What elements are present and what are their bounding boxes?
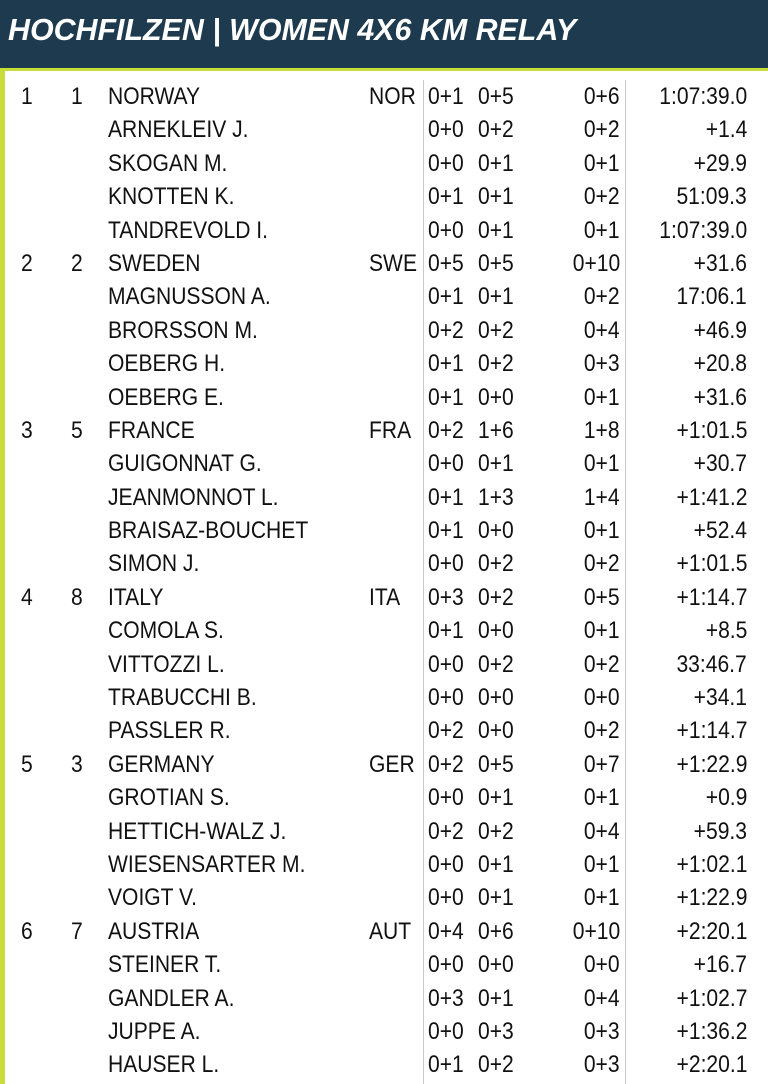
rank-cell: 3 — [21, 416, 33, 444]
athlete-name: TANDREVOLD I. — [108, 216, 269, 244]
result-time: +1.4 — [705, 116, 747, 144]
shooting-total: 0+4 — [584, 316, 620, 344]
shooting-prone: 0+0 — [428, 116, 464, 144]
shooting-standing: 0+5 — [478, 750, 514, 778]
shooting-total: 0+0 — [584, 684, 620, 712]
shooting-standing: 0+0 — [478, 517, 514, 545]
athlete-name: AUSTRIA — [108, 917, 200, 945]
athlete-name: WIESENSARTER M. — [108, 850, 306, 878]
athlete-name: COMOLA S. — [108, 617, 224, 645]
shooting-prone: 0+1 — [428, 83, 464, 110]
shooting-prone: 0+0 — [428, 550, 464, 578]
athlete-name: SIMON J. — [108, 550, 200, 578]
shooting-standing: 0+0 — [478, 951, 514, 979]
nation-code: NOR — [369, 83, 416, 110]
shooting-total: 0+2 — [584, 717, 620, 745]
shooting-total: 0+10 — [572, 249, 620, 277]
athlete-row — [0, 447, 768, 480]
athlete-name: KNOTTEN K. — [108, 183, 235, 211]
athlete-row — [0, 547, 768, 580]
shooting-total: 0+10 — [572, 917, 620, 945]
shooting-standing: 0+2 — [478, 583, 514, 611]
shooting-standing: 0+2 — [478, 1051, 514, 1079]
shooting-standing: 0+1 — [478, 850, 514, 878]
rank-cell: 1 — [21, 83, 33, 110]
shooting-standing: 0+0 — [478, 383, 514, 411]
athlete-name: HAUSER L. — [108, 1051, 220, 1079]
result-time: +1:02.1 — [676, 850, 747, 878]
shooting-total: 0+4 — [584, 817, 620, 845]
result-time: +1:36.2 — [676, 1017, 747, 1045]
shooting-standing: 0+1 — [478, 216, 514, 244]
shooting-prone: 0+2 — [428, 817, 464, 845]
shooting-total: 0+1 — [584, 517, 620, 545]
shooting-total: 0+3 — [584, 1051, 620, 1079]
shooting-total: 0+3 — [584, 1017, 620, 1045]
athlete-name: SKOGAN M. — [108, 149, 228, 177]
rank-cell: 2 — [21, 249, 33, 277]
shooting-total: 0+2 — [584, 183, 620, 211]
result-time: 1:07:39.0 — [659, 83, 747, 110]
athlete-name: NORWAY — [108, 83, 201, 110]
shooting-prone: 0+1 — [428, 617, 464, 645]
athlete-name: PASSLER R. — [108, 717, 231, 745]
shooting-standing: 0+2 — [478, 316, 514, 344]
result-time: +1:22.9 — [676, 884, 747, 912]
team-row — [0, 581, 768, 614]
shooting-standing: 1+3 — [478, 483, 514, 511]
result-time: 17:06.1 — [676, 283, 747, 311]
result-time: +8.5 — [705, 617, 747, 645]
nation-code: SWE — [369, 249, 417, 277]
shooting-prone: 0+0 — [428, 149, 464, 177]
result-time: +20.8 — [693, 350, 747, 378]
shooting-prone: 0+0 — [428, 884, 464, 912]
shooting-total: 0+1 — [584, 617, 620, 645]
shooting-standing: 0+1 — [478, 884, 514, 912]
shooting-total: 0+5 — [584, 583, 620, 611]
athlete-name: GUIGONNAT G. — [108, 450, 262, 478]
athlete-name: JEANMONNOT L. — [108, 483, 279, 511]
result-time: +46.9 — [693, 316, 747, 344]
result-time: +1:01.5 — [676, 550, 747, 578]
athlete-name: STEINER T. — [108, 951, 222, 979]
shooting-prone: 0+0 — [428, 450, 464, 478]
shooting-total: 1+8 — [584, 416, 620, 444]
athlete-name: HETTICH-WALZ J. — [108, 817, 287, 845]
athlete-name: ARNEKLEIV J. — [108, 116, 249, 144]
athlete-row — [0, 381, 768, 414]
shooting-prone: 0+1 — [428, 1051, 464, 1079]
shooting-total: 0+2 — [584, 650, 620, 678]
shooting-prone: 0+4 — [428, 917, 464, 945]
result-time: 33:46.7 — [676, 650, 747, 678]
shooting-total: 0+1 — [584, 450, 620, 478]
shooting-standing: 0+5 — [478, 83, 514, 110]
result-time: +2:20.1 — [676, 917, 747, 945]
result-time: +1:22.9 — [676, 750, 747, 778]
team-row — [0, 915, 768, 948]
nation-code: GER — [369, 750, 415, 778]
result-time: +34.1 — [693, 684, 747, 712]
shooting-standing: 0+1 — [478, 149, 514, 177]
shooting-total: 0+3 — [584, 350, 620, 378]
shooting-total: 0+2 — [584, 116, 620, 144]
athlete-name: MAGNUSSON A. — [108, 283, 271, 311]
result-time: +16.7 — [693, 951, 747, 979]
team-row — [0, 414, 768, 447]
athlete-row — [0, 815, 768, 848]
result-time: +31.6 — [693, 249, 747, 277]
bib-cell: 1 — [71, 83, 83, 110]
shooting-standing: 0+0 — [478, 684, 514, 712]
athlete-row — [0, 881, 768, 914]
result-time: +1:01.5 — [676, 416, 747, 444]
shooting-total: 0+7 — [584, 750, 620, 778]
athlete-name: FRANCE — [108, 416, 195, 444]
shooting-standing: 0+6 — [478, 917, 514, 945]
athlete-name: SWEDEN — [108, 249, 201, 277]
shooting-prone: 0+0 — [428, 850, 464, 878]
page-title: HOCHFILZEN | WOMEN 4X6 KM RELAY — [8, 12, 577, 47]
shooting-total: 0+1 — [584, 149, 620, 177]
team-row — [0, 80, 768, 113]
shooting-total: 0+2 — [584, 283, 620, 311]
bib-cell: 8 — [71, 583, 83, 611]
nation-code: ITA — [369, 583, 401, 611]
shooting-standing: 0+2 — [478, 650, 514, 678]
athlete-row — [0, 214, 768, 247]
athlete-row — [0, 848, 768, 881]
athlete-name: GANDLER A. — [108, 984, 235, 1012]
shooting-total: 0+1 — [584, 884, 620, 912]
athlete-name: JUPPE A. — [108, 1017, 201, 1045]
shooting-total: 0+2 — [584, 550, 620, 578]
athlete-row — [0, 113, 768, 146]
bib-cell: 3 — [71, 750, 83, 778]
shooting-standing: 0+1 — [478, 183, 514, 211]
shooting-standing: 0+0 — [478, 617, 514, 645]
athlete-row — [0, 614, 768, 647]
result-time: +59.3 — [693, 817, 747, 845]
athlete-name: VOIGT V. — [108, 884, 198, 912]
athlete-row — [0, 347, 768, 380]
result-time: +0.9 — [705, 784, 747, 812]
athlete-row — [0, 280, 768, 313]
athlete-row — [0, 147, 768, 180]
athlete-name: ITALY — [108, 583, 164, 611]
athlete-name: BRORSSON M. — [108, 316, 258, 344]
result-time: +31.6 — [693, 383, 747, 411]
shooting-prone: 0+1 — [428, 283, 464, 311]
bib-cell: 5 — [71, 416, 83, 444]
shooting-standing: 0+5 — [478, 249, 514, 277]
shooting-total: 0+1 — [584, 850, 620, 878]
shooting-prone: 0+1 — [428, 483, 464, 511]
athlete-row — [0, 781, 768, 814]
athlete-name: TRABUCCHI B. — [108, 684, 257, 712]
shooting-prone: 0+3 — [428, 984, 464, 1012]
bib-cell: 2 — [71, 249, 83, 277]
team-row — [0, 247, 768, 280]
athlete-row — [0, 948, 768, 981]
athlete-row — [0, 1048, 768, 1081]
shooting-total: 0+1 — [584, 383, 620, 411]
shooting-prone: 0+0 — [428, 216, 464, 244]
result-time: +52.4 — [693, 517, 747, 545]
athlete-row — [0, 714, 768, 747]
rank-cell: 4 — [21, 583, 33, 611]
result-time: +1:14.7 — [676, 583, 747, 611]
athlete-name: OEBERG H. — [108, 350, 226, 378]
shooting-standing: 0+3 — [478, 1017, 514, 1045]
result-time: +30.7 — [693, 450, 747, 478]
shooting-standing: 0+1 — [478, 984, 514, 1012]
athlete-row — [0, 481, 768, 514]
result-time: +1:14.7 — [676, 717, 747, 745]
shooting-prone: 0+0 — [428, 784, 464, 812]
athlete-row — [0, 648, 768, 681]
athlete-name: GROTIAN S. — [108, 784, 230, 812]
header-bar — [0, 0, 768, 71]
shooting-standing: 0+1 — [478, 784, 514, 812]
shooting-prone: 0+1 — [428, 183, 464, 211]
shooting-prone: 0+1 — [428, 350, 464, 378]
bib-cell: 7 — [71, 917, 83, 945]
athlete-row — [0, 514, 768, 547]
athlete-row — [0, 982, 768, 1015]
shooting-prone: 0+1 — [428, 383, 464, 411]
athlete-row — [0, 314, 768, 347]
shooting-prone: 0+0 — [428, 650, 464, 678]
athlete-name: GERMANY — [108, 750, 215, 778]
result-time: +1:02.7 — [676, 984, 747, 1012]
shooting-standing: 0+1 — [478, 450, 514, 478]
shooting-prone: 0+0 — [428, 684, 464, 712]
shooting-total: 0+0 — [584, 951, 620, 979]
rank-cell: 6 — [21, 917, 33, 945]
nation-code: FRA — [369, 416, 412, 444]
shooting-total: 0+6 — [584, 83, 620, 110]
athlete-name: BRAISAZ-BOUCHET — [108, 517, 309, 545]
team-row — [0, 748, 768, 781]
shooting-total: 1+4 — [584, 483, 620, 511]
shooting-total: 0+1 — [584, 216, 620, 244]
rank-cell: 5 — [21, 750, 33, 778]
shooting-standing: 0+2 — [478, 116, 514, 144]
result-time: +2:20.1 — [676, 1051, 747, 1079]
result-time: +29.9 — [693, 149, 747, 177]
athlete-name: VITTOZZI L. — [108, 650, 225, 678]
shooting-standing: 1+6 — [478, 416, 514, 444]
shooting-standing: 0+2 — [478, 350, 514, 378]
shooting-standing: 0+0 — [478, 717, 514, 745]
shooting-total: 0+4 — [584, 984, 620, 1012]
athlete-name: OEBERG E. — [108, 383, 224, 411]
result-time: 1:07:39.0 — [659, 216, 747, 244]
shooting-prone: 0+2 — [428, 316, 464, 344]
shooting-prone: 0+0 — [428, 951, 464, 979]
shooting-prone: 0+1 — [428, 517, 464, 545]
shooting-prone: 0+2 — [428, 717, 464, 745]
athlete-row — [0, 180, 768, 213]
results-table — [0, 80, 768, 1082]
shooting-total: 0+1 — [584, 784, 620, 812]
shooting-prone: 0+2 — [428, 416, 464, 444]
athlete-row — [0, 1015, 768, 1048]
nation-code: AUT — [369, 917, 412, 945]
athlete-row — [0, 681, 768, 714]
shooting-prone: 0+2 — [428, 750, 464, 778]
result-time: +1:41.2 — [676, 483, 747, 511]
shooting-prone: 0+0 — [428, 1017, 464, 1045]
shooting-prone: 0+5 — [428, 249, 464, 277]
shooting-standing: 0+2 — [478, 550, 514, 578]
result-time: 51:09.3 — [676, 183, 747, 211]
shooting-standing: 0+2 — [478, 817, 514, 845]
shooting-prone: 0+3 — [428, 583, 464, 611]
shooting-standing: 0+1 — [478, 283, 514, 311]
